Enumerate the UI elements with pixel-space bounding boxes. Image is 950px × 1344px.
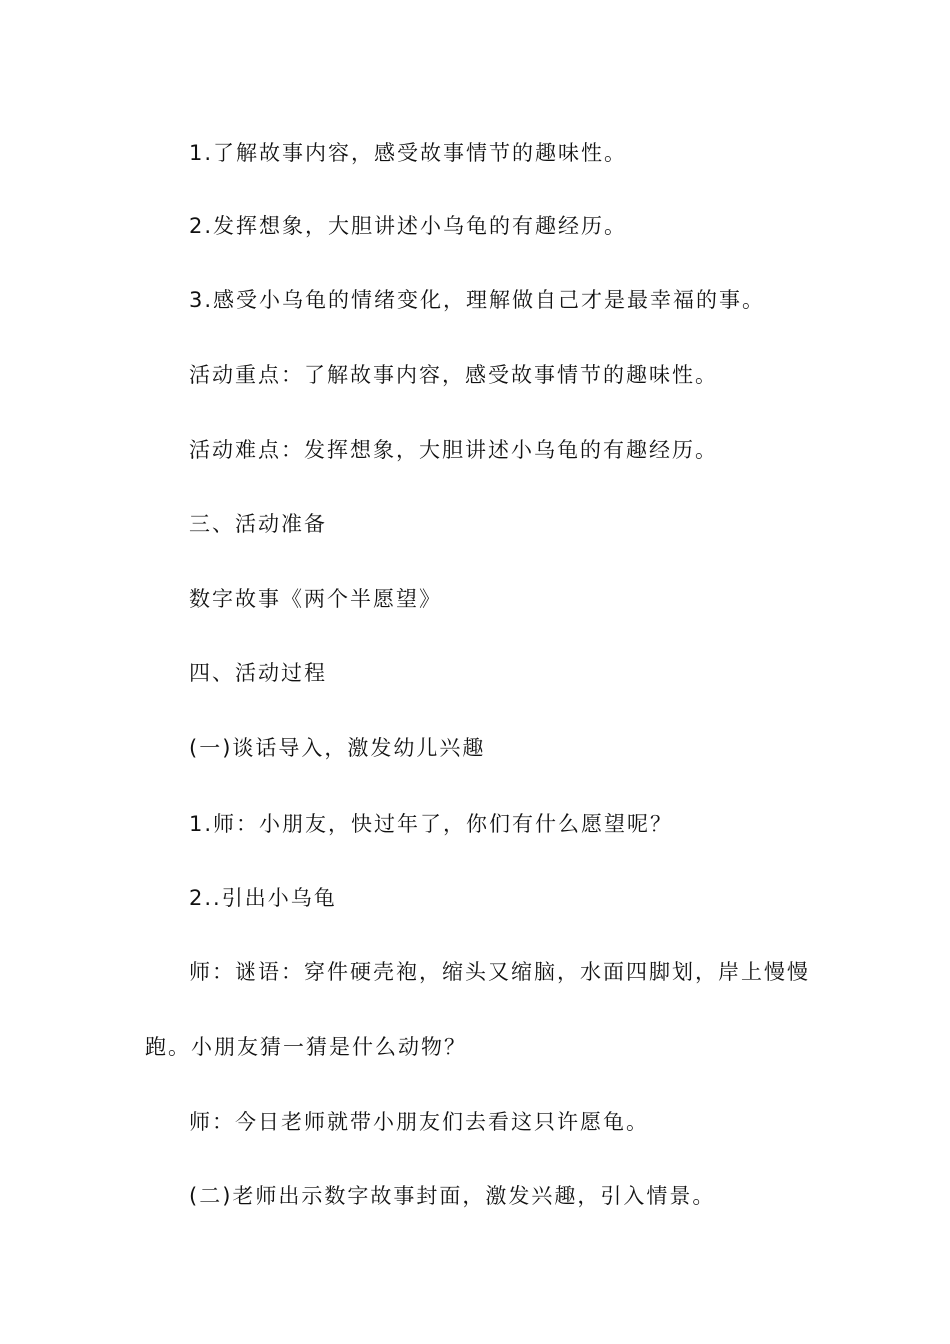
section-heading-process: 四、活动过程	[189, 661, 327, 685]
section-heading-preparation: 三、活动准备	[189, 512, 327, 536]
goal-2: 2.发挥想象，大胆讲述小乌龟的有趣经历。	[189, 214, 628, 238]
step-2-heading: (二)老师出示数字故事封面，激发兴趣，引入情景。	[189, 1184, 716, 1208]
goal-3: 3.感受小乌龟的情绪变化，理解做自己才是最幸福的事。	[189, 288, 766, 312]
preparation-material: 数字故事《两个半愿望》	[189, 587, 442, 611]
riddle-line-2: 跑。小朋友猜一猜是什么动物？	[145, 1035, 467, 1059]
activity-focus: 活动重点：了解故事内容，感受故事情节的趣味性。	[189, 363, 718, 387]
riddle-line-1: 师：谜语：穿件硬壳袍，缩头又缩脑，水面四脚划，岸上慢慢	[189, 960, 810, 984]
activity-difficulty: 活动难点：发挥想象，大胆讲述小乌龟的有趣经历。	[189, 438, 718, 462]
goal-1: 1.了解故事内容，感受故事情节的趣味性。	[189, 141, 628, 165]
step-1-heading: (一)谈话导入，激发幼儿兴趣	[189, 736, 486, 760]
step-1-item-2: 2..引出小乌龟	[189, 886, 337, 910]
step-1-item-1: 1.师：小朋友，快过年了，你们有什么愿望呢？	[189, 812, 674, 836]
teacher-line: 师：今日老师就带小朋友们去看这只许愿龟。	[189, 1110, 649, 1134]
